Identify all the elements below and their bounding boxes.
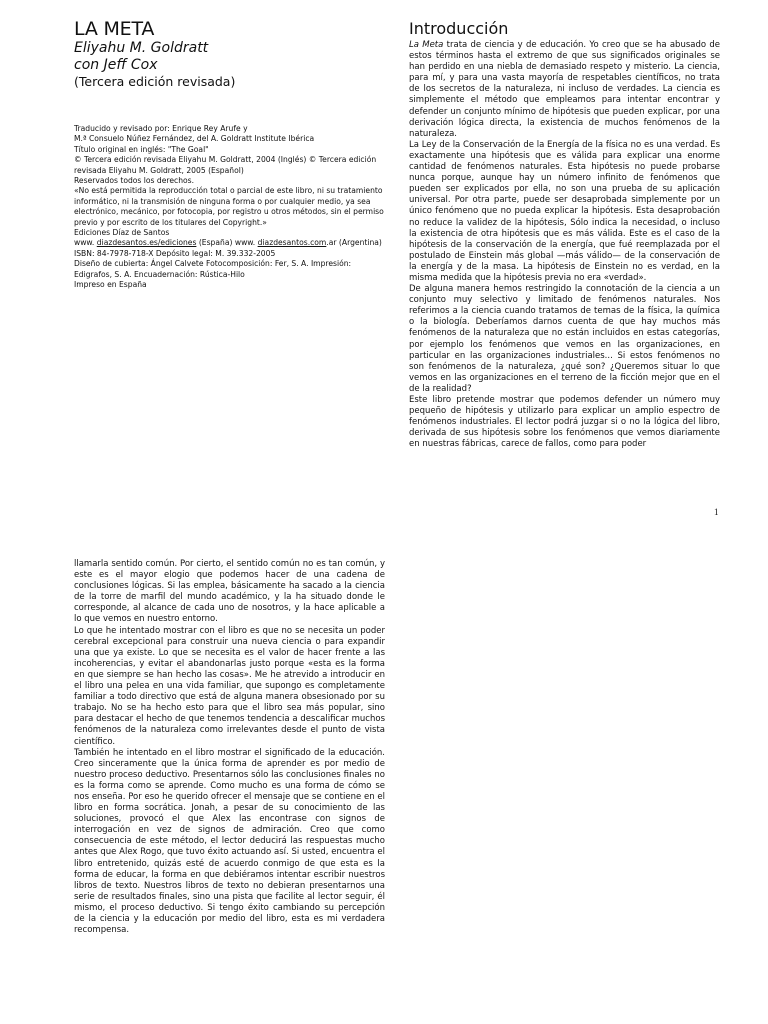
rights-line: Reservados todos los derechos. (74, 176, 195, 186)
prohibition-notice: «No está permitida la reproducción total o parcial de este libro, ni su tratamiento informático, ni la transmisión de ninguna forma o por cualquier medio, ya sea electrónico, mecánico, por fotocopia, por registro u otros métodos, sin el permiso previo y por escrito de los titulares del Copyright.» (74, 186, 384, 227)
book-title: LA META (74, 18, 155, 40)
introduction-section (409, 18, 720, 450)
intro-paragraph-3: De alguna manera hemos restringido la connotación de la ciencia a un conjunto muy selectivo y limitado de fenómenos naturales. Nos referimos a la ciencia cuando tratamos de temas de la física, la química o la biología. Deberíamos darnos cuenta de que hay muchos más fenómenos de la naturaleza que no están incluidos en estas categorías, por ejemplo los fenómenos que vemos en las organizaciones, en particular en las organizaciones industriales... Si estos fenómenos no son fenómenos de la naturaleza, ¿qué son? ¿Queremos situar lo que vemos en las organizaciones en el terreno de la ficción mejor que en el de la realidad? (409, 284, 720, 394)
website-link-spain[interactable]: diazdesantos.es/ediciones (96, 238, 197, 248)
page-number: 1 (714, 507, 719, 517)
design-line: Diseño de cubierta: Ángel Calvete Fotocomposición: Fer, S. A. Impresión: Edigrafos, S. A. Encuadernación: Rústica-Hilo (74, 259, 352, 279)
translator-line: Traducido y revisado por: Enrique Rey Arufe y (74, 124, 248, 133)
web-suffix: .ar (Argentina) (326, 238, 382, 248)
author-name: Eliyahu M. Goldratt (74, 40, 209, 56)
web-mid: (España) www. (196, 238, 258, 248)
continuation-section (74, 559, 385, 936)
translator-line-2: M.ª Consuelo Núñez Fernández, del A. Goldratt Institute Ibérica (74, 134, 315, 144)
coauthor-name: con Jeff Cox (74, 57, 158, 73)
website-link-argentina[interactable]: diazdesantos.com (257, 238, 327, 248)
front-matter (74, 18, 386, 291)
website-line (74, 238, 386, 248)
intro-paragraph-1 (409, 40, 720, 140)
cont-paragraph-3: También he intentado en el libro mostrar el significado de la educación. Creo sinceramente que la única forma de aprender es por medio de nuestro proceso deductivo. Presentarnos sólo las conclusiones finales no es la forma como se aprende. Como mucho es una forma de cómo se nos enseña. Por eso he querido ofrecer el mensaje que se contiene en el libro en forma socrática. Jonah, a pesar de su conocimiento de las soluciones, provocó el que Alex las encontrase con signos de interrogación en vez de signos de admiración. Creo que como consecuencia de este método, el lector deducirá las respuestas mucho antes que Alex Rogo, que tuvo éxito actuando así. Si usted, encuentra el libro entretenido, quizás esté de acuerdo conmigo de que esta es la forma de educar, la forma en que debiéramos intentar escribir nuestros libros de texto. Nuestros libros de texto no debieran presentarnos una serie de resultados finales, sino una pista que facilite al lector seguir, él mismo, el proceso deductivo. Si tengo éxito cambiando su percepción de la ciencia y la educación por medio del libro, esta es mi verdadera recompensa. (74, 747, 385, 936)
cont-paragraph-1: llamarla sentido común. Por cierto, el sentido común no es tan común, y este es el mayor elogio que podemos hacer de una cadena de conclusiones lógicas. Si las emplea, básicamente ha sacado a la ciencia de la torre de marfil del mundo académico, y la ha situado donde le corresponde, al alcance de cada uno de nosotros, y la hace aplicable a lo que vemos en nuestro entorno. (74, 559, 385, 625)
continuation-body (74, 559, 385, 936)
isbn-line: ISBN: 84-7978-718-X Depósito legal: M. 39.332-2005 (74, 248, 276, 258)
intro-paragraph-2: La Ley de la Conservación de la Energía de la física no es una verdad. Es exactamente una hipótesis que es válida para explicar una enorme cantidad de fenómenos naturales. Esta hipótesis no puede probarse nunca porque, aunque hay un número infinito de fenómenos que pueden ser explicados por ella, no son una prueba de su aplicación universal. Por otra parte, puede ser desaprobada simplemente por un único fenómeno que no pueda explicar la hipótesis. Esta desaprobación no reduce la validez de la hipótesis, Sólo indica la necesidad, o incluso la existencia de otra hipótesis que es más válida. Este es el caso de la hipótesis de la conservación de la energía, que fué reemplazada por el postulado de Einstein más global —más válido— de la conservación de la energía y de la masa. La hipótesis de Einstein no es verdad, en la misma medida que la hipótesis previa no era «verdad». (409, 139, 720, 283)
credits-block (74, 124, 386, 291)
introduction-heading: Introducción (409, 19, 509, 38)
edition-label: (Tercera edición revisada) (74, 74, 236, 89)
book-title-italic: La Meta (409, 40, 444, 50)
introduction-body (409, 40, 720, 450)
intro-paragraph-4: Este libro pretende mostrar que podemos defender un número muy pequeño de hipótesis y utilizarlo para explicar un amplio espectro de fenómenos industriales. El lector podrá juzgar si o no la lógica del libro, derivada de sus hipótesis sobre los fenómenos que vemos diariamente en nuestras fábricas, carece de fallos, como para poder (409, 395, 720, 450)
copyright-line: © Tercera edición revisada Eliyahu M. Goldratt, 2004 (Inglés) © Tercera edición revisada Eliyahu M. Goldratt, 2005 (Español) (74, 155, 377, 175)
printed-line: Impreso en España (74, 280, 147, 290)
cont-paragraph-2: Lo que he intentado mostrar con el libro es que no se necesita un poder cerebral excepcional para construir una nueva ciencia o para expandir una que ya existe. Lo que se necesita es el valor de hacer frente a las incoherencias, y evitar el abandonarlas justo porque «esta es la forma en que siempre se han hecho las cosas». Me he atrevido a introducir en el libro una pelea en una vida familiar, que supongo es completamente familiar a todo directivo que está de alguna manera obsesionado por su trabajo. No se ha hecho esto para que el libro sea más popular, sino para destacar el hecho de que tenemos tendencia a descalificar muchos fenómenos de la naturaleza como irrelevantes desde el punto de vista científico. (74, 625, 385, 747)
intro-paragraph-1-text: trata de ciencia y de educación. Yo creo que se ha abusado de estos términos hasta el extremo de que sus significados originales se han perdido en una niebla de demasiado respeto y misterio. La ciencia, para mí, y para una vasta mayoría de respetables científicos, no trata de los secretos de la naturaleza, ni incluso de verdades. La ciencia es simplemente el método que empleamos para intentar encontrar y defender un conjunto mínimo de hipótesis que pueden explicar, por una derivación lógica directa, la existencia de muchos fenómenos de la naturaleza. (409, 40, 720, 139)
publisher-line: Ediciones Díaz de Santos (74, 228, 170, 238)
original-title-line: Título original en inglés: "The Goal" (74, 144, 209, 154)
web-prefix: www. (74, 238, 97, 248)
